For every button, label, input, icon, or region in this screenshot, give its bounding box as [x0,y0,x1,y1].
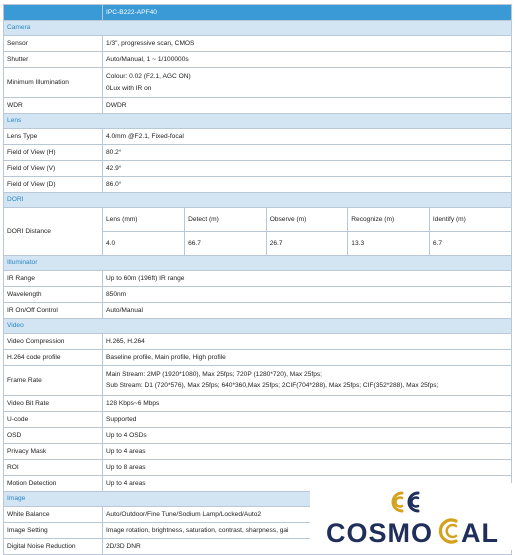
dori-value-lens: 4.0 [103,232,185,256]
spec-label: White Balance [4,507,103,523]
spec-row [4,68,512,98]
spec-label: H.264 code profile [4,350,103,366]
section-title: Video [4,319,512,334]
section-camera [4,21,512,36]
dori-value-identify: 6.7 [429,232,511,256]
section-illuminator [4,256,512,271]
spec-row [4,177,512,193]
logo-graphic [310,483,515,550]
model-header-blank [4,5,103,21]
spec-value: 850nm [103,287,512,303]
spec-label: IR Range [4,271,103,287]
spec-value: Up to 4 areas [103,444,512,460]
spec-value-line: 0Lux with IR on [106,84,152,92]
section-video [4,319,512,334]
spec-value-line: Sub Stream: D1 (720*576), Max 25fps; 640*360,Max 25fps; 2CIF(704*288), Max 25fps; CIF(352*288), Max 25fps; [106,382,439,389]
spec-row [4,396,512,412]
section-title: DORI [4,193,512,208]
dori-value-observe: 26.7 [266,232,348,256]
spec-label: Frame Rate [4,366,103,396]
spec-value: 128 Kbps~6 Mbps [103,396,512,412]
section-lens [4,114,512,129]
spec-row [4,334,512,350]
spec-label: Field of View (V) [4,161,103,177]
dori-value-detect: 66.7 [185,232,267,256]
spec-value: Auto/Manual [103,303,512,319]
dori-header-identify: Identify (m) [429,208,511,232]
dori-header-detect: Detect (m) [185,208,267,232]
spec-label: Lens Type [4,129,103,145]
spec-value: Auto/Outdoor/Fine Tune/Sodium Lamp/Locked/Auto2 [103,507,512,523]
spec-row [4,444,512,460]
spec-row [4,287,512,303]
spec-value: 86.0° [103,177,512,193]
spec-row [4,271,512,287]
spec-value: Up to 4 OSDs [103,428,512,444]
spec-label: Field of View (H) [4,145,103,161]
spec-label: Minimum Illumination [4,68,103,98]
spec-label: Privacy Mask [4,444,103,460]
spec-value: Supported [103,412,512,428]
spec-label: ROI [4,460,103,476]
spec-label: IR On/Off Control [4,303,103,319]
spec-label: OSD [4,428,103,444]
spec-label: Video Bit Rate [4,396,103,412]
dori-header-recognize: Recognize (m) [348,208,430,232]
model-header-row [4,5,512,21]
spec-row [4,98,512,114]
spec-value: H.265, H.264 [103,334,512,350]
spec-value: DWDR [103,98,512,114]
spec-value [103,68,512,98]
spec-label: Field of View (D) [4,177,103,193]
spec-value: 42.9° [103,161,512,177]
spec-label: DORI Distance [4,208,103,256]
section-title: Image [4,492,512,507]
spec-row [4,161,512,177]
spec-label: WDR [4,98,103,114]
dori-header-observe: Observe (m) [266,208,348,232]
section-title: Illuminator [4,256,512,271]
logo-c-mark-icon [440,520,456,542]
model-name: IPC-B222-APF40 [103,5,512,21]
logo-text-right: AL [461,518,499,548]
spec-row [4,129,512,145]
spec-value: Auto/Manual, 1 ~ 1/100000s [103,52,512,68]
spec-row [4,52,512,68]
spec-value: Image rotation, brightness, saturation, contrast, sharpness, gai [103,523,512,539]
spec-value: 80.2° [103,145,512,161]
spec-label: Image Setting [4,523,103,539]
dori-table [103,208,511,255]
spec-label: U-code [4,412,103,428]
spec-value: 1/3", progressive scan, CMOS [103,36,512,52]
spec-value [103,366,512,396]
spec-row [4,145,512,161]
spec-label: Digital Noise Reduction [4,539,103,555]
spec-table [3,4,512,555]
section-title: Camera [4,21,512,36]
spec-sheet [3,4,512,555]
spec-value-line: Colour: 0.02 (F2.1, AGC ON) [106,72,191,80]
spec-row [4,428,512,444]
cosmocal-logo [310,483,515,550]
spec-value: Up to 4 areas [103,476,512,492]
spec-row [4,412,512,428]
spec-row [4,350,512,366]
spec-label: Wavelength [4,287,103,303]
spec-value: Up to 60m (196ft) IR range [103,271,512,287]
spec-label: Shutter [4,52,103,68]
dori-value-recognize: 13.3 [348,232,430,256]
spec-value-line: Main Stream: 2MP (1920*1080), Max 25fps; 720P (1280*720), Max 25fps; [106,371,323,378]
spec-value: 4.0mm @F2.1, Fixed-focal [103,129,512,145]
spec-row [4,366,512,396]
spec-row [4,36,512,52]
spec-value: Up to 8 areas [103,460,512,476]
spec-value: 2D/3D DNR [103,539,512,555]
spec-row [4,303,512,319]
dori-grid [103,208,512,256]
spec-label: Video Compression [4,334,103,350]
logo-text-left: COSMO [326,518,434,548]
spec-row [4,460,512,476]
dori-row [4,208,512,256]
spec-label: Sensor [4,36,103,52]
spec-value: Baseline profile, Main profile, High profile [103,350,512,366]
spec-label: Motion Detection [4,476,103,492]
dori-header-lens: Lens (mm) [106,215,138,223]
section-dori [4,193,512,208]
logo-mark-icon [393,493,418,511]
section-title: Lens [4,114,512,129]
